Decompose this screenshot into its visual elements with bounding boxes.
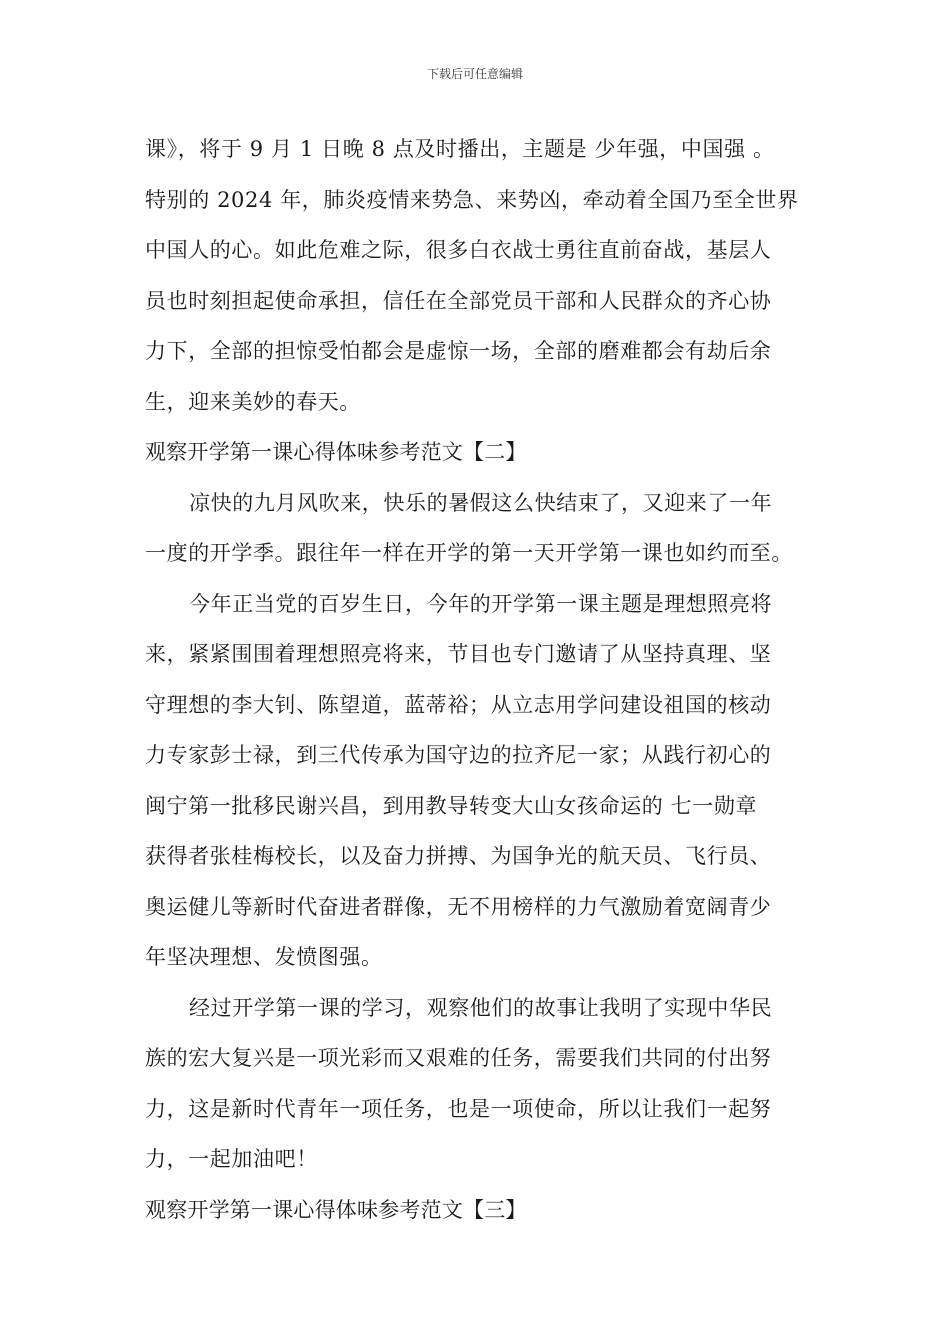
paragraph-line: 来，紧紧围围着理想照亮将来，节目也专门邀请了从坚持真理、坚 bbox=[145, 642, 772, 666]
paragraph-line: 族的宏大复兴是一项光彩而又艰难的任务，需要我们共同的付出努 bbox=[145, 1046, 772, 1070]
paragraph-line: 凉快的九月风吹来，快乐的暑假这么快结束了，又迎来了一年 bbox=[189, 490, 773, 515]
section-heading: 观察开学第一课心得体味参考范文【三】 bbox=[145, 1197, 527, 1222]
paragraph-line: 年坚决理想、发愤图强。 bbox=[145, 945, 383, 969]
paragraph-line: 力下，全部的担惊受怕都会是虚惊一场，全部的磨难都会有劫后余 bbox=[145, 339, 772, 363]
paragraph-line: 今年正当党的百岁生日，今年的开学第一课主题是理想照亮将 bbox=[189, 591, 773, 616]
paragraph-line: 中国人的心。如此危难之际，很多白衣战士勇往直前奋战，基层人 bbox=[145, 238, 772, 262]
paragraph-line: 闽宁第一批移民谢兴昌，到用教导转变大山女孩命运的 七一勋章 bbox=[145, 793, 758, 818]
paragraph-line: 特别的 2024 年，肺炎疫情来势急、来势凶，牵动着全国乃至全世界 bbox=[145, 187, 799, 212]
paragraph-line: 生，迎来美妙的春天。 bbox=[145, 389, 361, 414]
paragraph-line: 力专家彭士禄，到三代传承为国守边的拉齐尼一家；从践行初心的 bbox=[145, 743, 772, 767]
paragraph-line: 力，这是新时代青年一项任务，也是一项使命，所以让我们一起努 bbox=[145, 1096, 772, 1121]
page-header: 下载后可任意编辑 bbox=[426, 67, 523, 81]
paragraph-line: 力，一起加油吧！ bbox=[145, 1147, 318, 1171]
document-body bbox=[145, 124, 807, 1235]
section-heading: 观察开学第一课心得体味参考范文【二】 bbox=[145, 440, 527, 464]
paragraph-line: 奥运健儿等新时代奋进者群像，无不用榜样的力气激励着宽阔青少 bbox=[145, 894, 772, 919]
paragraph-line: 获得者张桂梅校长，以及奋力拼搏、为国争光的航天员、飞行员、 bbox=[145, 844, 772, 868]
paragraph-line: 课》，将于 9 月 1 日晚 8 点及时播出，主题是 少年强，中国强 。 bbox=[145, 137, 775, 161]
paragraph-line: 员也时刻担起使命承担，信任在全部党员干部和人民群众的齐心协 bbox=[145, 288, 772, 313]
paragraph-line: 守理想的李大钊、陈望道，蓝蒂裕；从立志用学问建设祖国的核动 bbox=[145, 692, 772, 717]
paragraph-line: 一度的开学季。跟往年一样在开学的第一天开学第一课也如约而至。 bbox=[145, 541, 793, 565]
paragraph-line: 经过开学第一课的学习，观察他们的故事让我明了实现中华民 bbox=[189, 995, 773, 1020]
